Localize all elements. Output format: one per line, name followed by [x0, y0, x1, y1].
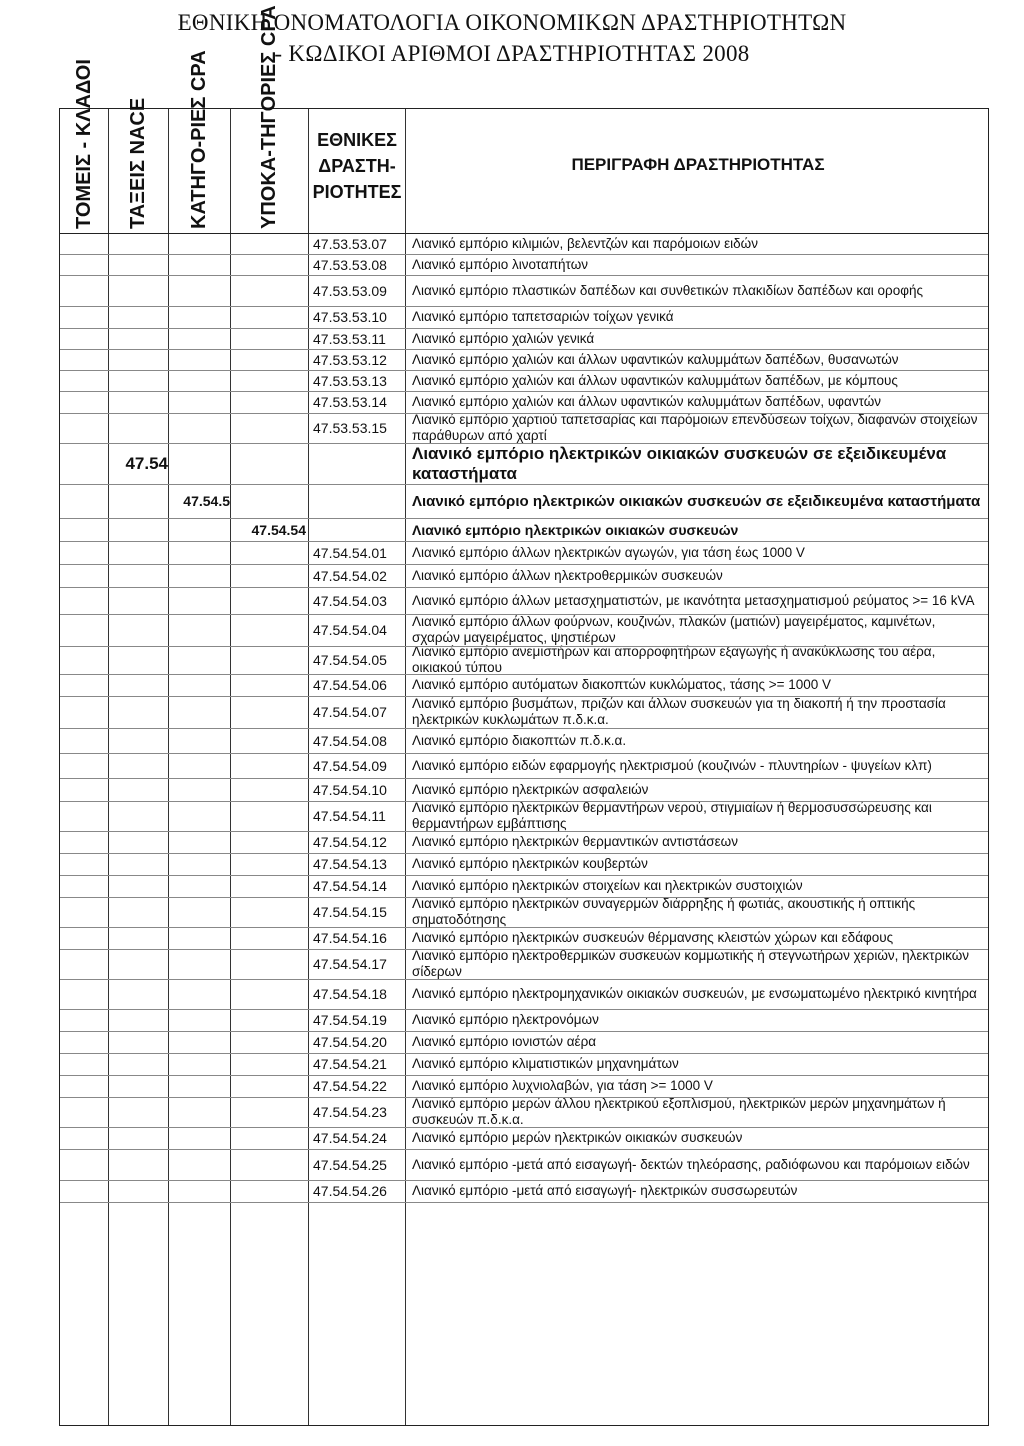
activity-code: 47.54.54.01 — [313, 544, 387, 561]
row-divider — [60, 1127, 988, 1128]
activity-description: Λιανικό εμπόριο ηλεκτρικών οικιακών συσκευών — [412, 521, 739, 538]
table-row — [60, 1009, 988, 1031]
activity-description: Λιανικό εμπόριο χαλιών και άλλων υφαντικών καλυμμάτων δαπέδων, με κόμπους — [412, 372, 898, 388]
activity-code: 47.53.53.09 — [313, 282, 387, 299]
row-divider — [60, 275, 988, 276]
row-divider — [60, 1031, 988, 1032]
row-divider — [60, 1180, 988, 1181]
table-row — [60, 370, 988, 391]
activity-description: Λιανικό εμπόριο ηλεκτρικών οικιακών συσκευών σε εξειδικευμένα καταστήματα — [412, 492, 981, 510]
row-divider — [60, 587, 988, 588]
row-divider — [60, 413, 988, 414]
activity-description: Λιανικό εμπόριο ηλεκτρομηχανικών οικιακών συσκευών, με ενσωματωμένο ηλεκτρικό κινητήρα — [412, 986, 977, 1001]
activity-description: Λιανικό εμπόριο αυτόματων διακοπτών κυκλώματος, τάσης >= 1000 V — [412, 677, 832, 692]
row-divider — [60, 778, 988, 779]
table-row — [60, 801, 988, 831]
table-row — [60, 1075, 988, 1097]
row-divider — [60, 728, 988, 729]
activity-code: 47.53.53.12 — [313, 351, 387, 368]
activity-description: Λιανικό εμπόριο ταπετσαριών τοίχων γενικά — [412, 309, 674, 324]
table-row — [60, 391, 988, 413]
activity-code: 47.54.54.23 — [313, 1104, 387, 1120]
activity-description: Λιανικό εμπόριο άλλων ηλεκτρικών αγωγών, για τάση έως 1000 V — [412, 544, 805, 560]
activity-code: 47.54.54.17 — [313, 956, 387, 972]
activity-code: 47.54.54.08 — [313, 732, 387, 749]
table-row — [60, 614, 988, 646]
header-nace-classes: ΤΑΞΕΙΣ NACE — [127, 97, 149, 229]
activity-description: Λιανικό εμπόριο ηλεκτρικών οικιακών συσκευών σε εξειδικευμένα καταστήματα — [412, 443, 947, 483]
table-row — [60, 753, 988, 778]
activity-description: Λιανικό εμπόριο ανεμιστήρων και απορροφητήρων εξαγωγής ή ανακύκλωσης του αέρα, οικιακού τύπου — [412, 644, 936, 675]
table-row — [60, 254, 988, 275]
table-row — [60, 587, 988, 614]
activity-description: Λιανικό εμπόριο λυχνιολαβών, για τάση >= 1000 V — [412, 1078, 713, 1093]
table-row — [60, 949, 988, 979]
row-divider — [60, 541, 988, 542]
activity-code: 47.53.53.13 — [313, 372, 387, 389]
activity-code: 47.53.53.14 — [313, 394, 387, 410]
activity-description: Λιανικό εμπόριο κιλιμιών, βελεντζών και παρόμοιων ειδών — [412, 235, 758, 251]
row-divider — [60, 1149, 988, 1150]
activity-code: 47.54.54.05 — [313, 652, 387, 668]
activity-description: Λιανικό εμπόριο κλιματιστικών μηχανημάτων — [412, 1056, 679, 1071]
table-row — [60, 275, 988, 306]
activity-code: 47.54.54.24 — [313, 1130, 387, 1146]
table-row — [60, 328, 988, 349]
row-divider — [60, 370, 988, 371]
activity-description: Λιανικό εμπόριο βυσμάτων, πριζών και άλλων συσκευών για τη διακοπή ή την προστασία ηλεκτρικών κυκλωμάτων π.δ.κ.α. — [412, 696, 946, 727]
table-row — [60, 233, 988, 254]
row-divider — [60, 1009, 988, 1010]
activity-description: Λιανικό εμπόριο λινοταπήτων — [412, 256, 588, 272]
row-divider — [60, 801, 988, 802]
table-row — [60, 1127, 988, 1149]
table-row — [60, 875, 988, 897]
table-row — [60, 646, 988, 674]
activity-description: Λιανικό εμπόριο μερών ηλεκτρικών οικιακών συσκευών — [412, 1130, 743, 1145]
activity-code: 47.54 — [125, 453, 168, 473]
activity-code: 47.54.54.11 — [313, 808, 386, 824]
activity-code: 47.54.54.03 — [313, 592, 387, 609]
table-row — [60, 306, 988, 328]
row-divider — [60, 1075, 988, 1076]
activity-code: 47.54.54.16 — [313, 930, 387, 946]
activity-code: 47.54.54.06 — [313, 677, 387, 693]
row-divider — [60, 391, 988, 392]
activity-description: Λιανικό εμπόριο ηλεκτρικών συναγερμών διάρρηξης ή φωτιάς, ακουστικής ή οπτικής σηματοδότησης — [412, 896, 916, 927]
row-divider — [60, 753, 988, 754]
table-row — [60, 897, 988, 927]
row-divider — [60, 564, 988, 565]
header-cpa-subcategories: ΥΠΟΚΑ-ΤΗΓΟΡΙΕΣ CPA — [258, 5, 280, 229]
activity-description: Λιανικό εμπόριο άλλων ηλεκτροθερμικών συσκευών — [412, 567, 723, 583]
activity-code: 47.54.54.22 — [313, 1078, 387, 1094]
row-divider — [60, 306, 988, 307]
table-row — [60, 1149, 988, 1180]
activity-code: 47.54.54.09 — [313, 757, 387, 774]
activity-code: 47.54.54.18 — [313, 986, 387, 1002]
activity-code: 47.54.54.15 — [313, 904, 387, 920]
activity-description: Λιανικό εμπόριο ηλεκτρονόμων — [412, 1012, 599, 1027]
activity-code: 47.54.5 — [183, 493, 230, 509]
activity-description: Λιανικό εμπόριο -μετά από εισαγωγή- ηλεκτρικών συσσωρευτών — [412, 1183, 798, 1198]
table-row — [60, 979, 988, 1009]
activity-code: 47.54.54.02 — [313, 567, 387, 584]
row-divider — [60, 875, 988, 876]
table-row — [60, 831, 988, 853]
activity-code: 47.54.54.25 — [313, 1156, 387, 1173]
activity-description: Λιανικό εμπόριο χαλιών και άλλων υφαντικών καλυμμάτων δαπέδων, υφαντών — [412, 394, 882, 409]
table-row — [60, 484, 988, 518]
activity-description: Λιανικό εμπόριο χαλιών γενικά — [412, 330, 595, 346]
row-divider — [60, 674, 988, 675]
table-row — [60, 564, 988, 587]
table-row — [60, 518, 988, 541]
table-row — [60, 853, 988, 875]
activity-description: Λιανικό εμπόριο ηλεκτρικών θερμαντικών αντιστάσεων — [412, 834, 738, 849]
activity-description: Λιανικό εμπόριο μερών άλλου ηλεκτρικού εξοπλισμού, ηλεκτρικών μερών μηχανημάτων ή συσκευών π.δ.κ.α. — [412, 1096, 946, 1127]
row-divider — [60, 328, 988, 329]
table-row — [60, 696, 988, 728]
row-divider — [60, 979, 988, 980]
table-row — [60, 674, 988, 696]
activity-code: 47.54.54.19 — [313, 1012, 387, 1028]
row-divider — [60, 1053, 988, 1054]
activity-description: Λιανικό εμπόριο ειδών εφαρμογής ηλεκτρισμού (κουζινών - πλυντηρίων - ψυγείων κλπ) — [412, 757, 932, 773]
table-row — [60, 927, 988, 949]
table-row — [60, 1031, 988, 1053]
row-divider — [60, 254, 988, 255]
activity-description: Λιανικό εμπόριο ηλεκτρικών θερμαντήρων νερού, στιγμιαίων ή θερμοσυσσώρευσης και θερμαντήρων εμβάπτισης — [412, 800, 932, 831]
activity-description: Λιανικό εμπόριο ηλεκτρικών ασφαλειών — [412, 781, 649, 797]
row-divider — [60, 897, 988, 898]
table-row — [60, 778, 988, 801]
activity-description: Λιανικό εμπόριο ηλεκτρικών στοιχείων και ηλεκτρικών συστοιχιών — [412, 878, 803, 893]
header-sectors: ΤΟΜΕΙΣ - ΚΛΑΔΟΙ — [73, 59, 95, 229]
table-row — [60, 1053, 988, 1075]
row-divider — [60, 484, 988, 485]
activity-code: 47.53.53.08 — [313, 256, 387, 273]
activity-code: 47.54.54.21 — [313, 1056, 387, 1072]
activity-code: 47.54.54.26 — [313, 1183, 387, 1199]
activity-description: Λιανικό εμπόριο ηλεκτρικών συσκευών θέρμανσης κλειστών χώρων και εδάφους — [412, 930, 894, 945]
activity-code: 47.54.54.13 — [313, 856, 387, 872]
header-description: ΠΕΡΙΓΡΑΦΗ ΔΡΑΣΤΗΡΙΟΤΗΤΑΣ — [571, 155, 825, 174]
row-divider — [60, 646, 988, 647]
activity-description: Λιανικό εμπόριο διακοπτών π.δ.κ.α. — [412, 732, 627, 748]
activity-description: Λιανικό εμπόριο ηλεκτρικών κουβερτών — [412, 856, 648, 871]
activity-code: 47.53.53.07 — [313, 235, 387, 252]
activity-description: Λιανικό εμπόριο ιονιστών αέρα — [412, 1034, 597, 1049]
table-row — [60, 413, 988, 443]
activity-code: 47.54.54.12 — [313, 834, 387, 850]
table-row — [60, 1180, 988, 1202]
row-divider — [60, 349, 988, 350]
table-row — [60, 541, 988, 564]
row-divider — [60, 443, 988, 444]
row-divider — [60, 518, 988, 519]
activity-code: 47.53.53.15 — [313, 420, 387, 436]
row-divider — [60, 831, 988, 832]
header-national-activities: ΕΘΝΙΚΕΣ ΔΡΑΣΤΗ-ΡΙΟΤΗΤΕΣ — [312, 130, 402, 202]
document-title: ΕΘΝΙΚΗ ΟΝΟΜΑΤΟΛΟΓΙΑ ΟΙΚΟΝΟΜΙΚΩΝ ΔΡΑΣΤΗΡΙΟΤΗΤΩΝ — [177, 10, 847, 35]
activity-code: 47.54.54.14 — [313, 878, 387, 894]
activity-code: 47.54.54.20 — [313, 1034, 387, 1050]
header-cpa-categories: ΚΑΤΗΓΟ-ΡΙΕΣ CPA — [188, 50, 210, 229]
activity-code: 47.54.54.07 — [313, 704, 387, 720]
activity-code: 47.53.53.11 — [313, 330, 386, 347]
activity-code: 47.54.54 — [251, 521, 306, 538]
activity-description: Λιανικό εμπόριο πλαστικών δαπέδων και συνθετικών πλακιδίων δαπέδων και οροφής — [412, 282, 924, 298]
row-divider — [60, 696, 988, 697]
table-row — [60, 443, 988, 484]
activity-description: Λιανικό εμπόριο -μετά από εισαγωγή- δεκτών τηλεόρασης, ραδιόφωνου και παρόμοιων ειδών — [412, 1156, 970, 1172]
table-row — [60, 1097, 988, 1127]
document-subtitle: - ΚΩΔΙΚΟΙ ΑΡΙΘΜΟΙ ΔΡΑΣΤΗΡΙΟΤΗΤΑΣ 2008 — [274, 41, 750, 66]
row-divider — [60, 1202, 988, 1203]
activity-description: Λιανικό εμπόριο χαρτιού ταπετσαρίας και παρόμοιων επενδύσεων τοίχων, διαφανών στοιχείων παράθυρων από χαρτί — [412, 412, 978, 443]
activity-code: 47.54.54.04 — [313, 622, 387, 638]
activity-code: 47.54.54.10 — [313, 781, 387, 798]
row-divider — [60, 1097, 988, 1098]
row-divider — [60, 949, 988, 950]
table-row — [60, 728, 988, 753]
row-divider — [60, 614, 988, 615]
table-row — [60, 349, 988, 370]
activity-description: Λιανικό εμπόριο ηλεκτροθερμικών συσκευών κομμωτικής ή στεγνωτήρων χεριών, ηλεκτρικών σίδερων — [412, 948, 970, 979]
row-divider — [60, 927, 988, 928]
activity-description: Λιανικό εμπόριο χαλιών και άλλων υφαντικών καλυμμάτων δαπέδων, θυσανωτών — [412, 351, 899, 367]
row-divider — [60, 853, 988, 854]
activity-description: Λιανικό εμπόριο άλλων φούρνων, κουζινών, πλακών (ματιών) μαγειρέματος, καμινέτων, σχαρών μαγειρέματος, ψηστιέρων — [412, 614, 936, 645]
activity-code: 47.53.53.10 — [313, 309, 387, 325]
activity-description: Λιανικό εμπόριο άλλων μετασχηματιστών, με ικανότητα μετασχηματισμού ρεύματος >= 16 kVA — [412, 592, 975, 608]
